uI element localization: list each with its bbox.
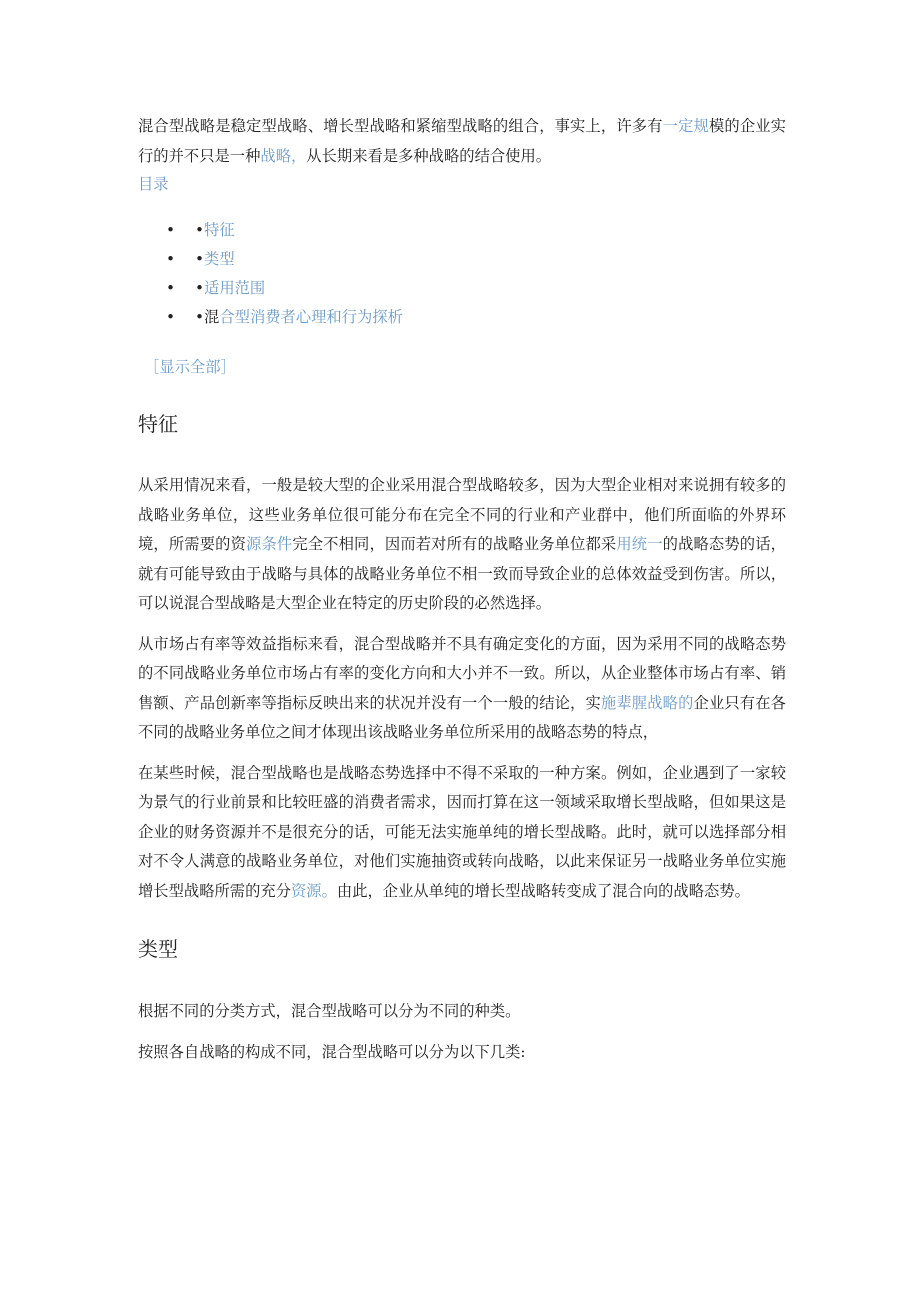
intro-text: 模的企业实行的并不只是一种 bbox=[138, 117, 786, 165]
toc-item-features[interactable] bbox=[138, 216, 786, 245]
toc-bullet-icon: • bbox=[166, 279, 176, 297]
intro-link-strategy[interactable]: 战略， bbox=[260, 146, 307, 165]
table-of-contents bbox=[138, 216, 786, 332]
paragraph-text: 由此，企业从单纯的增长型战略转变成了混合向的战略态势。 bbox=[336, 881, 750, 900]
paragraph-text: 在某些时候，混合型战略也是战略态势选择中不得不采取的一种方案。例如，企业遇到了一家较为景气的行业前景和比较旺盛的消费者需求，因而打算在这一领域采取增长型战略，但如果这是企业的财务资源并不是很充分的话，可能无法实施单纯的增长型战略。此时，就可以选择部分相对不令人满意的战略业务单位，对他们实施抽资或转向战略，以此来保证另一战略业务单位实施增长型战略所需的充分 bbox=[138, 763, 786, 900]
intro-text: 从长期来看是多种战略的结合使用。 bbox=[306, 146, 552, 165]
link-strategy[interactable]: 施辈腥战略的 bbox=[600, 693, 694, 712]
toc-item-label[interactable]: 合型消费者心理和行为探析 bbox=[219, 308, 403, 326]
toc-inner-bullet-icon: • bbox=[195, 308, 205, 326]
intro-link-scale[interactable]: 一定规 bbox=[662, 117, 709, 135]
types-paragraph-1: 根据不同的分类方式，混合型战略可以分为不同的种类。 bbox=[138, 1002, 521, 1020]
features-paragraph-2 bbox=[138, 630, 786, 748]
paragraph-text: 从市场占有率等效益指标来看，混合型战略并不具有确定变化的方面，因为采用不同的战略态势的不同战略业务单位市场占有率的变化方向和大小并不一致。所以，从企业整体市场占有率、销售额、产品创新率等指标反映出来的状况并没有一个一般的结论，实 bbox=[138, 634, 786, 712]
intro-text: 混合型战略是稳定型战略、增长型战略和紧缩型战略的组合，事实上，许多有 bbox=[138, 117, 663, 135]
section-heading-types: 类型 bbox=[138, 937, 178, 961]
paragraph-text: 企业只有在各不同的战略业务单位之间才体现出该战略业务单位所采用的战略态势的特点， bbox=[138, 693, 786, 741]
toc-bullet-icon: • bbox=[166, 250, 176, 268]
features-paragraph-1 bbox=[138, 471, 786, 619]
features-paragraph-3 bbox=[138, 759, 786, 907]
link-unified[interactable]: 用统一 bbox=[616, 535, 663, 553]
paragraph-text: 从采用情况来看，一般是较大型的企业采用混合型战略较多，因为大型企业相对来说拥有较多的战略业务单位，这些业务单位很可能分布在完全不同的行业和产业群中，他们所面临的外界环境，所需要的资 bbox=[138, 476, 786, 553]
toc-inner-bullet-icon: • bbox=[195, 221, 205, 239]
toc-inner-bullet-icon: • bbox=[195, 250, 205, 268]
toc-bullet-icon: • bbox=[166, 308, 176, 326]
toc-item-types[interactable] bbox=[138, 245, 786, 274]
toc-item-label[interactable]: 适用范围 bbox=[204, 279, 266, 297]
link-resource-conditions[interactable]: 源条件 bbox=[246, 535, 293, 553]
toc-item-prefix: 混 bbox=[204, 308, 220, 326]
intro-paragraph bbox=[138, 112, 786, 171]
toc-item-consumer-psychology[interactable] bbox=[138, 303, 786, 332]
toc-inner-bullet-icon: • bbox=[195, 279, 205, 297]
toc-item-scope[interactable] bbox=[138, 274, 786, 303]
toc-item-label[interactable]: 类型 bbox=[204, 250, 235, 268]
toc-item-label[interactable]: 特征 bbox=[204, 221, 235, 239]
toc-title[interactable]: 目录 bbox=[138, 175, 169, 193]
toc-bullet-icon: • bbox=[166, 221, 176, 239]
paragraph-text: 的战略态势的话，就有可能导致由于战略与具体的战略业务单位不相一致而导致企业的总体效益受到伤害。所以，可以说混合型战略是大型企业在特定的历史阶段的必然选择。 bbox=[138, 535, 786, 612]
paragraph-text: 完全不相同，因而若对所有的战略业务单位都采 bbox=[292, 535, 617, 553]
link-resources[interactable]: 资源。 bbox=[290, 881, 337, 900]
article-body bbox=[138, 112, 786, 1067]
show-all-link[interactable]: ［显示全部］ bbox=[144, 358, 236, 376]
section-heading-features: 特征 bbox=[138, 412, 178, 436]
types-paragraph-2: 按照各自战略的构成不同，混合型战略可以分为以下几类: bbox=[138, 1042, 526, 1061]
